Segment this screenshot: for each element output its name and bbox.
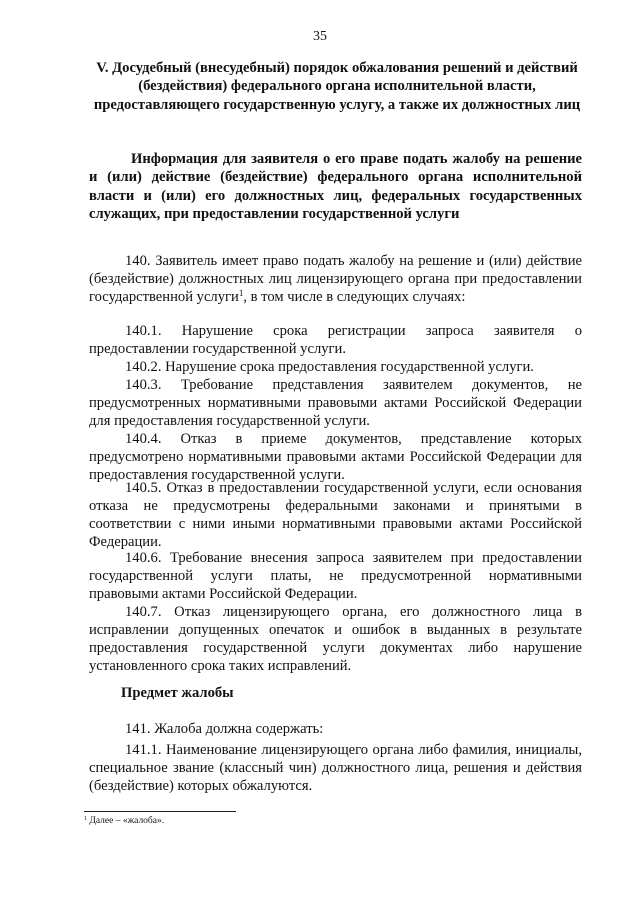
paragraph-141-1: 141.1. Наименование лицензирующего органа либо фамилия, инициалы, специальное звание (классный чин) должностного лица, решения и действия (бездействие) которых обжалуются. (89, 742, 582, 795)
info-title: Информация для заявителя о его праве подать жалобу на решение и (или) действие (бездействие) федерального органа исполнительной власти и (или) его должностных лиц, федеральных государственных служащих, при предоставлении государственной услуги (89, 151, 582, 222)
subject-heading: Предмет жалобы (121, 685, 234, 701)
paragraph-140-tail: , в том числе в следующих случаях: (243, 289, 466, 306)
paragraph-140 (89, 252, 582, 306)
item-140-3: 140.3. Требование представления заявителем документов, не предусмотренных нормативными правовыми актами Российской Федерации для предоставления государственной услуги. (89, 377, 582, 430)
footnote-ref: 1 (238, 288, 244, 299)
item-140-5: 140.5. Отказ в предоставлении государственной услуги, если основания отказа не предусмотрены федеральными законами и принятыми в соответствии с ними иными нормативными правовыми актами Российской Федерации. (89, 480, 582, 551)
footnote-mark: 1 (84, 816, 87, 822)
item-140-2: 140.2. Нарушение срока предоставления государственной услуги. (125, 359, 534, 375)
section-title: V. Досудебный (внесудебный) порядок обжалования решений и действий (бездействия) федерального органа исполнительной власти, предоставляющего государственную услугу, а также их должностных лиц (93, 60, 581, 113)
paragraph-140-text: 140. Заявитель имеет право подать жалобу на решение и (или) действие (бездействие) должностных лиц лицензирующего органа при предоставлении государственной услуги (89, 253, 582, 306)
item-140-7: 140.7. Отказ лицензирующего органа, его должностного лица в исправлении допущенных опечаток и ошибок в выданных в результате предоставления государственной услуги документах либо нарушение установленного срока таких исправлений. (89, 604, 582, 675)
page-number: 35 (313, 29, 327, 44)
item-140-6: 140.6. Требование внесения запроса заявителем при предоставлении государственной услуги платы, не предусмотренной нормативными правовыми актами Российской Федерации. (89, 550, 582, 603)
footnote-text: Далее – «жалоба». (89, 816, 165, 826)
item-140-1: 140.1. Нарушение срока регистрации запроса заявителя о предоставлении государственной услуги. (89, 323, 582, 358)
paragraph-141: 141. Жалоба должна содержать: (125, 721, 324, 737)
footnote (84, 816, 164, 826)
item-140-4: 140.4. Отказ в приеме документов, представление которых предусмотрено нормативными правовыми актами Российской Федерации для предоставления государственной услуги. (89, 431, 582, 484)
footnote-separator (84, 811, 236, 812)
